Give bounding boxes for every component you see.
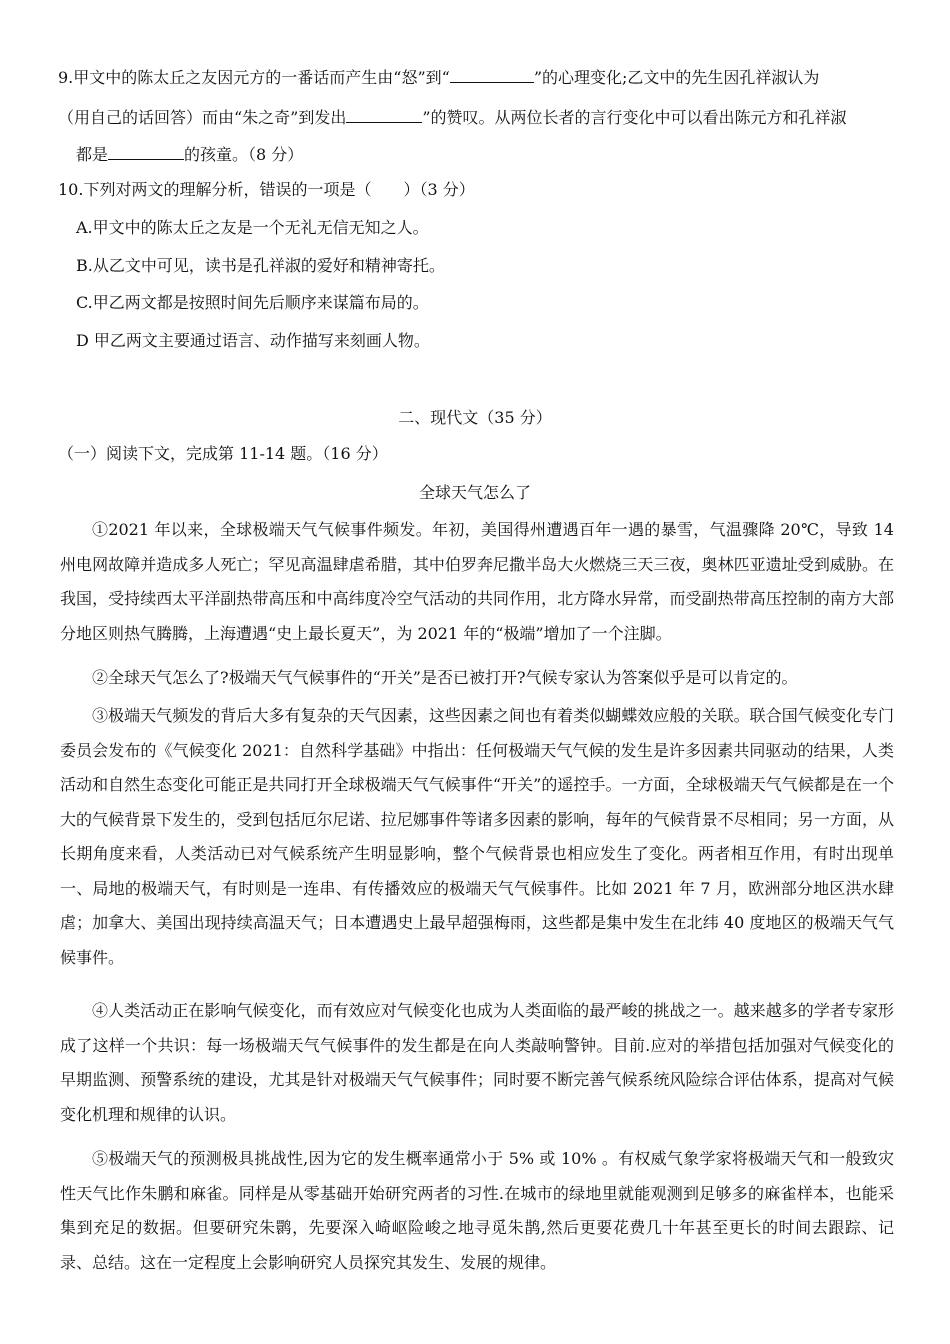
q9-text-2b: ”的赞叹。从两位长者的言行变化中可以看出陈元方和孔祥淑 — [422, 108, 847, 127]
article-title: 全球天气怎么了 — [418, 483, 531, 502]
section-subheading: （一）阅读下文，完成第 11-14 题。（16 分） — [58, 444, 388, 463]
q10-option-c[interactable]: C.甲乙两文都是按照时间先后顺序来谋篇布局的。 — [76, 293, 429, 312]
q10-option-a[interactable]: A.甲文中的陈太丘之友是一个无礼无信无知之人。 — [76, 218, 429, 237]
q9-blank-3[interactable] — [108, 143, 184, 160]
paragraph-1: ①2021 年以来，全球极端天气气候事件频发。年初，美国得州遭遇百年一遇的暴雪，气温骤降 20℃，导致 14 州电网故障并造成多人死亡；罕见高温肆虐希腊，其中伯罗奔尼撒半岛大火燃烧三天三夜，奥林匹亚遗址受到威胁。在我国，受持续西太平洋副热带高压和中高纬度冷空气活动的共同作用，北方降水异常，而受副热带高压控制的南方大部分地区则热气腾腾，上海遭遇“史上最长夏天”，为 2021 年的“极端”增加了一个注脚。 — [60, 520, 894, 643]
paragraph-5: ⑤极端天气的预测极具挑战性,因为它的发生概率通常小于 5% 或 10% 。有权威气象学家将极端天气和一般致灾性天气比作朱鹏和麻雀。同样是从零基础开始研究两者的习性.在城市的绿地里就能观测到足够多的麻雀样本，也能采集到充足的数据。但要研究朱鹮，先要深入崎岖险峻之地寻觅朱鹊,然后更要花费几十年甚至更长的时间去跟踪、记录、总结。这在一定程度上会影响研究人员探究其发生、发展的规律。 — [60, 1149, 894, 1272]
q10-option-b[interactable]: B.从乙文中可见，读书是孔祥淑的爱好和精神寄托。 — [76, 256, 445, 275]
paragraph-3: ③极端天气频发的背后大多有复杂的天气因素，这些因素之间也有着类似蝴蝶效应般的关联。联合国气候变化专门委员会发布的《气候变化 2021：自然科学基础》中指出：任何极端天气气候的发生是许多因素共同驱动的结果，人类活动和自然生态变化可能正是共同打开全球极端天气气候事件“开关”的遥控手。一方面，全球极端天气气候都是在一个大的气候背景下发生的，受到包括厄尔尼诺、拉尼娜事件等诸多因素的影响，每年的气候背景不尽相同；另一方面，从长期角度来看，人类活动已对气候系统产生明显影响，整个气候背景也相应发生了变化。两者相互作用，有时出现单一、局地的极端天气，有时则是一连串、有传播效应的极端天气气候事件。比如 2021 年 7 月，欧洲部分地区洪水肆虐；加拿大、美国出现持续高温天气；日本遭遇史上最早超强梅雨，这些都是集中发生在北纬 40 度地区的极端天气气候事件。 — [60, 706, 894, 967]
q9-text-2a: （用自己的话回答）而由“朱之奇”到发出 — [58, 108, 347, 127]
paragraph-2: ②全球天气怎么了?极端天气气候事件的“开关”是否已被打开?气候专家认为答案似乎是可以肯定的。 — [92, 668, 798, 687]
section-heading: 二、现代文（35 分） — [398, 408, 552, 427]
q9-text-1a: 9.甲文中的陈太丘之友因元方的一番话而产生由“怒”到“ — [58, 68, 450, 87]
q9-text-3a: 都是 — [76, 145, 109, 164]
q9-line-2 — [58, 106, 847, 130]
q9-blank-2[interactable] — [346, 106, 422, 123]
q9-line-3 — [76, 143, 303, 167]
q10-stem: 10.下列对两文的理解分析，错误的一项是（ ）（3 分） — [58, 180, 475, 199]
q9-text-1b: ”的心理变化;乙文中的先生因孔祥淑认为 — [533, 68, 820, 87]
q9-line-1 — [58, 66, 819, 90]
q9-text-3b: 的孩童。（8 分） — [184, 145, 304, 164]
paragraph-4: ④人类活动正在影响气候变化，而有效应对气候变化也成为人类面临的最严峻的挑战之一。越来越多的学者专家形成了这样一个共识：每一场极端天气气候事件的发生都是在向人类敲响警钟。目前.应对的举措包括加强对气候变化的早期监测、预警系统的建设，尤其是针对极端天气气候事件；同时要不断完善气候系统风险综合评估体系，提高对气候变化机理和规律的认识。 — [60, 1001, 894, 1124]
q10-option-d[interactable]: D 甲乙两文主要通过语言、动作描写来刻画人物。 — [76, 331, 430, 350]
q9-blank-1[interactable] — [450, 66, 534, 83]
